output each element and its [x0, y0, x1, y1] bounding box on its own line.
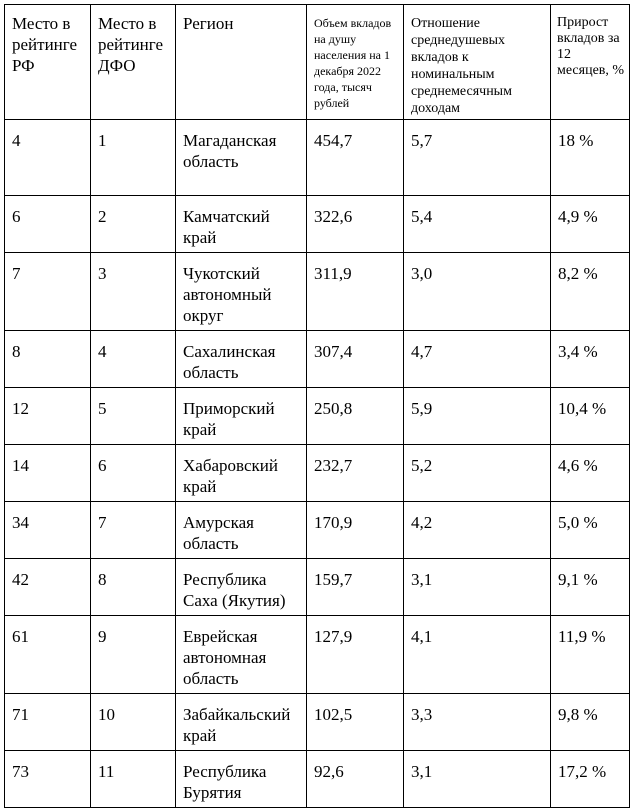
table-row	[5, 694, 630, 751]
table-header-row	[5, 5, 630, 120]
cell-ratio: 5,2	[404, 445, 551, 502]
table-row	[5, 559, 630, 616]
table-row	[5, 196, 630, 253]
cell-rank-dfo: 9	[91, 616, 176, 694]
table-row	[5, 751, 630, 808]
header-rank-rf: Место в рейтинге РФ	[5, 5, 91, 120]
cell-rank-rf: 14	[5, 445, 91, 502]
cell-volume: 454,7	[307, 120, 404, 196]
cell-volume: 159,7	[307, 559, 404, 616]
cell-ratio: 3,0	[404, 253, 551, 331]
cell-ratio: 3,1	[404, 559, 551, 616]
cell-rank-dfo: 5	[91, 388, 176, 445]
cell-rank-rf: 42	[5, 559, 91, 616]
table-row	[5, 445, 630, 502]
header-volume: Объем вкладов на душу населения на 1 декабря 2022 года, тысяч рублей	[307, 5, 404, 120]
cell-growth: 11,9 %	[551, 616, 630, 694]
cell-growth: 4,9 %	[551, 196, 630, 253]
cell-region: Республика Саха (Якутия)	[176, 559, 307, 616]
cell-growth: 18 %	[551, 120, 630, 196]
cell-volume: 307,4	[307, 331, 404, 388]
cell-rank-dfo: 6	[91, 445, 176, 502]
cell-region: Амурская область	[176, 502, 307, 559]
cell-rank-rf: 71	[5, 694, 91, 751]
cell-ratio: 4,1	[404, 616, 551, 694]
cell-region: Чукотский автономный округ	[176, 253, 307, 331]
cell-growth: 8,2 %	[551, 253, 630, 331]
cell-rank-rf: 6	[5, 196, 91, 253]
cell-rank-dfo: 10	[91, 694, 176, 751]
cell-region: Магаданская область	[176, 120, 307, 196]
cell-rank-dfo: 7	[91, 502, 176, 559]
cell-rank-rf: 8	[5, 331, 91, 388]
header-ratio: Отношение среднедушевых вкладов к номинальным среднемесячным доходам	[404, 5, 551, 120]
cell-growth: 4,6 %	[551, 445, 630, 502]
cell-volume: 92,6	[307, 751, 404, 808]
cell-ratio: 5,9	[404, 388, 551, 445]
cell-rank-rf: 73	[5, 751, 91, 808]
cell-growth: 10,4 %	[551, 388, 630, 445]
cell-growth: 9,8 %	[551, 694, 630, 751]
cell-region: Хабаровский край	[176, 445, 307, 502]
cell-region: Камчатский край	[176, 196, 307, 253]
cell-rank-rf: 4	[5, 120, 91, 196]
cell-rank-dfo: 2	[91, 196, 176, 253]
header-region: Регион	[176, 5, 307, 120]
cell-rank-rf: 61	[5, 616, 91, 694]
cell-volume: 322,6	[307, 196, 404, 253]
cell-volume: 250,8	[307, 388, 404, 445]
cell-volume: 232,7	[307, 445, 404, 502]
table-body	[5, 120, 630, 808]
table-row	[5, 331, 630, 388]
cell-rank-dfo: 8	[91, 559, 176, 616]
cell-rank-rf: 12	[5, 388, 91, 445]
cell-volume: 102,5	[307, 694, 404, 751]
cell-volume: 127,9	[307, 616, 404, 694]
table-row	[5, 120, 630, 196]
cell-region: Еврейская автономная область	[176, 616, 307, 694]
cell-growth: 3,4 %	[551, 331, 630, 388]
cell-ratio: 5,7	[404, 120, 551, 196]
cell-region: Забайкальский край	[176, 694, 307, 751]
cell-volume: 311,9	[307, 253, 404, 331]
cell-growth: 5,0 %	[551, 502, 630, 559]
cell-ratio: 4,7	[404, 331, 551, 388]
cell-growth: 17,2 %	[551, 751, 630, 808]
table-row	[5, 253, 630, 331]
table-row	[5, 388, 630, 445]
header-rank-dfo: Место в рейтинге ДФО	[91, 5, 176, 120]
cell-rank-dfo: 1	[91, 120, 176, 196]
deposits-table	[4, 4, 630, 808]
cell-ratio: 3,3	[404, 694, 551, 751]
cell-region: Приморский край	[176, 388, 307, 445]
cell-growth: 9,1 %	[551, 559, 630, 616]
cell-rank-dfo: 3	[91, 253, 176, 331]
cell-rank-dfo: 11	[91, 751, 176, 808]
cell-rank-dfo: 4	[91, 331, 176, 388]
cell-region: Республика Бурятия	[176, 751, 307, 808]
cell-rank-rf: 34	[5, 502, 91, 559]
cell-volume: 170,9	[307, 502, 404, 559]
cell-rank-rf: 7	[5, 253, 91, 331]
cell-ratio: 5,4	[404, 196, 551, 253]
table-row	[5, 616, 630, 694]
header-growth: Прирост вкладов за 12 месяцев, %	[551, 5, 630, 120]
cell-ratio: 4,2	[404, 502, 551, 559]
cell-region: Сахалинская область	[176, 331, 307, 388]
cell-ratio: 3,1	[404, 751, 551, 808]
table-row	[5, 502, 630, 559]
